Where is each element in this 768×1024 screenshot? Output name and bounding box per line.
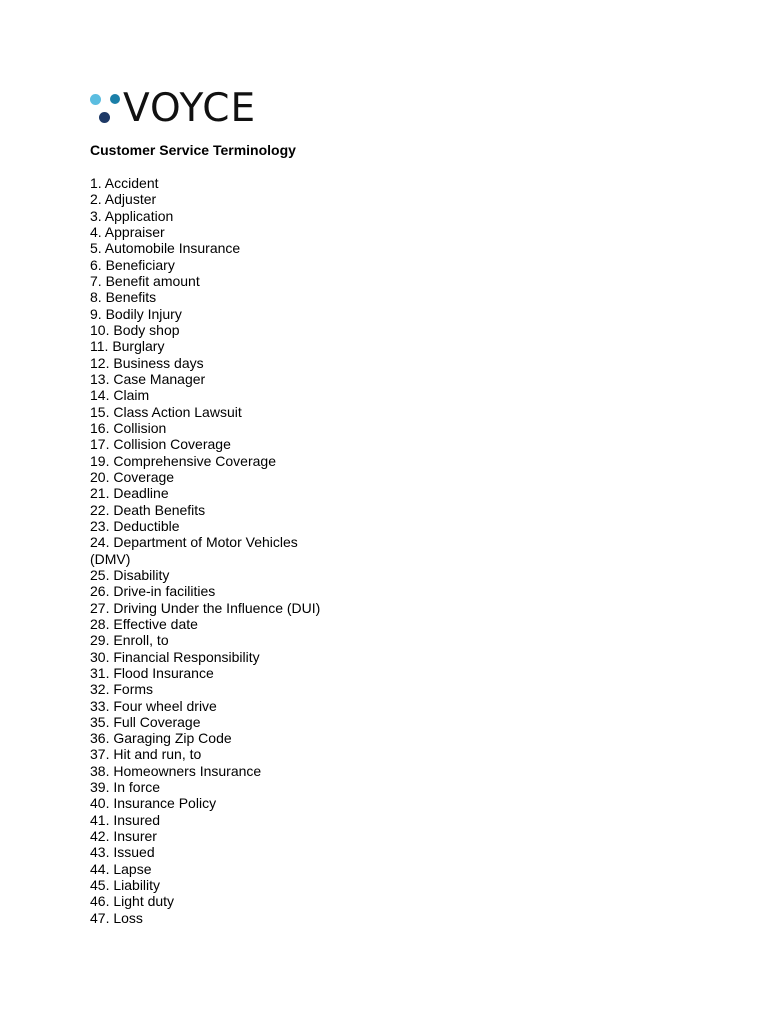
term-list-item: 40. Insurance Policy: [90, 795, 217, 812]
term-list-item: 38. Homeowners Insurance: [90, 762, 262, 779]
term-list-item: 31. Flood Insurance: [90, 664, 214, 681]
term-list-item: 17. Collision Coverage: [90, 436, 231, 453]
document-title: Customer Service Terminology: [90, 142, 296, 158]
logo-dot-dark: [99, 112, 110, 123]
term-list-item: 42. Insurer: [90, 828, 157, 845]
logo-dot-mid: [110, 94, 120, 104]
term-list-item: 1. Accident: [90, 175, 159, 191]
term-list-item: 43. Issued: [90, 844, 155, 861]
term-list-item: 16. Collision: [90, 419, 167, 436]
term-list-item: 28. Effective date: [90, 615, 198, 632]
term-list-item: 11. Burglary: [90, 338, 165, 355]
term-list-item: 7. Benefit amount: [90, 272, 200, 289]
term-list-item: 27. Driving Under the Influence (DUI): [90, 599, 321, 616]
term-list-item: 44. Lapse: [90, 860, 152, 877]
voyce-logo: [89, 86, 289, 131]
term-list-item: 22. Death Benefits: [90, 501, 206, 518]
term-list-item: 23. Deductible: [90, 517, 180, 534]
term-list-item: 45. Liability: [90, 877, 161, 894]
term-list-item: 36. Garaging Zip Code: [90, 730, 232, 747]
term-list-item: 46. Light duty: [90, 893, 175, 910]
term-list-item: 15. Class Action Lawsuit: [90, 403, 242, 420]
logo-wordmark: VOYCE: [123, 86, 257, 131]
term-list-item: 6. Beneficiary: [90, 256, 175, 273]
term-list-item: 47. Loss: [90, 909, 143, 926]
term-list-item: 5. Automobile Insurance: [90, 240, 241, 257]
terminology-list: [90, 175, 330, 926]
logo-dots-icon: [89, 90, 125, 130]
term-list-item: 3. Application: [90, 207, 174, 224]
term-list-item: 29. Enroll, to: [90, 632, 169, 649]
term-list-item: 12. Business days: [90, 354, 204, 371]
logo-dot-light: [90, 94, 101, 105]
term-list-item: 2. Adjuster: [90, 191, 157, 208]
term-list-item: 33. Four wheel drive: [90, 697, 217, 714]
term-list-item: 10. Body shop: [90, 321, 180, 338]
term-list-item: 26. Drive-in facilities: [90, 583, 216, 600]
term-list-item: 39. In force: [90, 779, 161, 796]
term-list-item: 4. Appraiser: [90, 223, 165, 240]
term-list-item: 37. Hit and run, to: [90, 746, 202, 763]
term-list-item: 30. Financial Responsibility: [90, 648, 260, 665]
term-list-item: 32. Forms: [90, 681, 154, 698]
term-list-item: 20. Coverage: [90, 468, 175, 485]
term-list-item: 41. Insured: [90, 811, 161, 828]
term-list-item: 24. Department of Motor Vehicles (DMV): [90, 534, 298, 567]
term-list-item: 13. Case Manager: [90, 370, 206, 387]
term-list-item: 35. Full Coverage: [90, 713, 201, 730]
term-list-item: 19. Comprehensive Coverage: [90, 452, 276, 469]
term-list-item: 25. Disability: [90, 566, 170, 583]
term-list-item: 21. Deadline: [90, 485, 169, 502]
term-list-item: 9. Bodily Injury: [90, 305, 182, 322]
term-list-item: 8. Benefits: [90, 289, 157, 306]
term-list-item: 14. Claim: [90, 387, 150, 404]
